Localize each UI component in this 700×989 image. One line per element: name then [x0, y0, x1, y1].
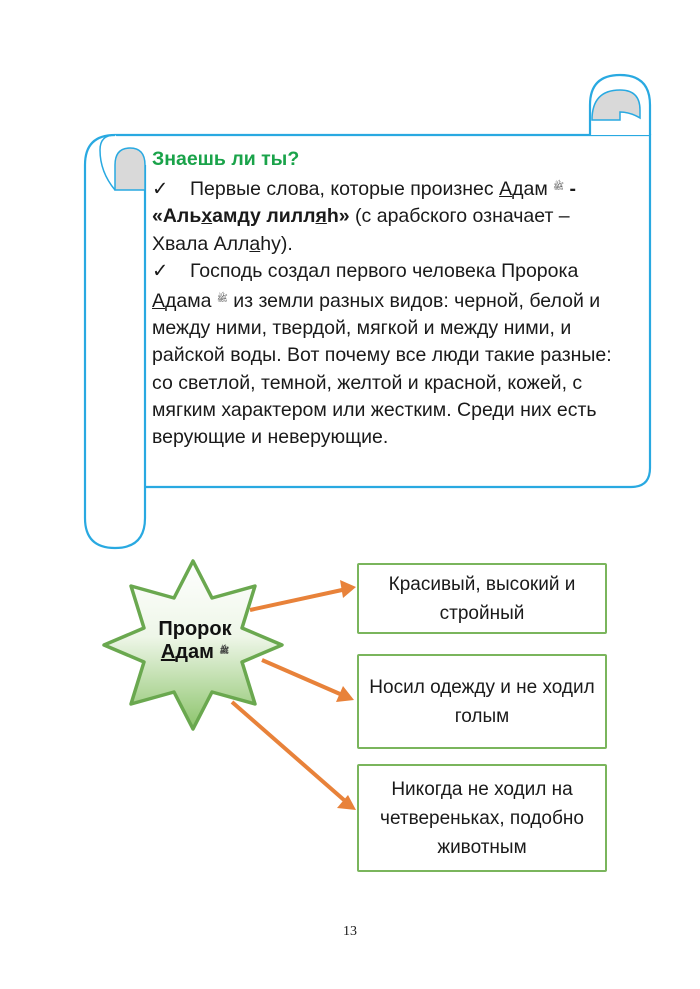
trait-box-1: Красивый, высокий и стройный	[357, 563, 607, 634]
check-icon: ✓	[152, 178, 169, 201]
salla-sign-icon: ﷺ	[553, 181, 565, 192]
fact-item-2: ✓ Господь создал первого человека Пророка Адама $^ﷺ$ из земли разных видов: черной, белой и между ними, твердой, мягкой и между ними, и райской воды. Вот почему все люди такие разные: со светлой, темной, желтой и красной, кожей, с мягким характером или жестким. Среди них есть верующие и неверующие.	[152, 259, 612, 449]
trait-box-2: Носил одежду и не ходил голым	[357, 654, 607, 749]
scroll-left-curl	[115, 148, 145, 190]
page-number: 13	[343, 924, 357, 939]
trait-box-3: Никогда не ходил на четвереньках, подобно животным	[357, 764, 607, 872]
salla-sign-icon: ﷺ	[219, 646, 230, 655]
check-icon: ✓	[152, 259, 169, 282]
salla-sign-icon: ﷺ	[216, 293, 228, 304]
did-you-know-text	[152, 146, 622, 451]
scroll-left-roll	[85, 135, 145, 548]
arabic-phrase: «Альхамду лилляh»	[152, 205, 350, 228]
fact-item-1: ✓ Первые слова, которые произнес Адам $^ﷺ$ - «Альхамду лилляh» (с арабского означает – Хвала Аллаhу).	[152, 178, 576, 255]
scroll-heading: Знаешь ли ты?	[152, 148, 300, 170]
star-label: Пророк Адам $^ﷺ$	[158, 618, 232, 663]
